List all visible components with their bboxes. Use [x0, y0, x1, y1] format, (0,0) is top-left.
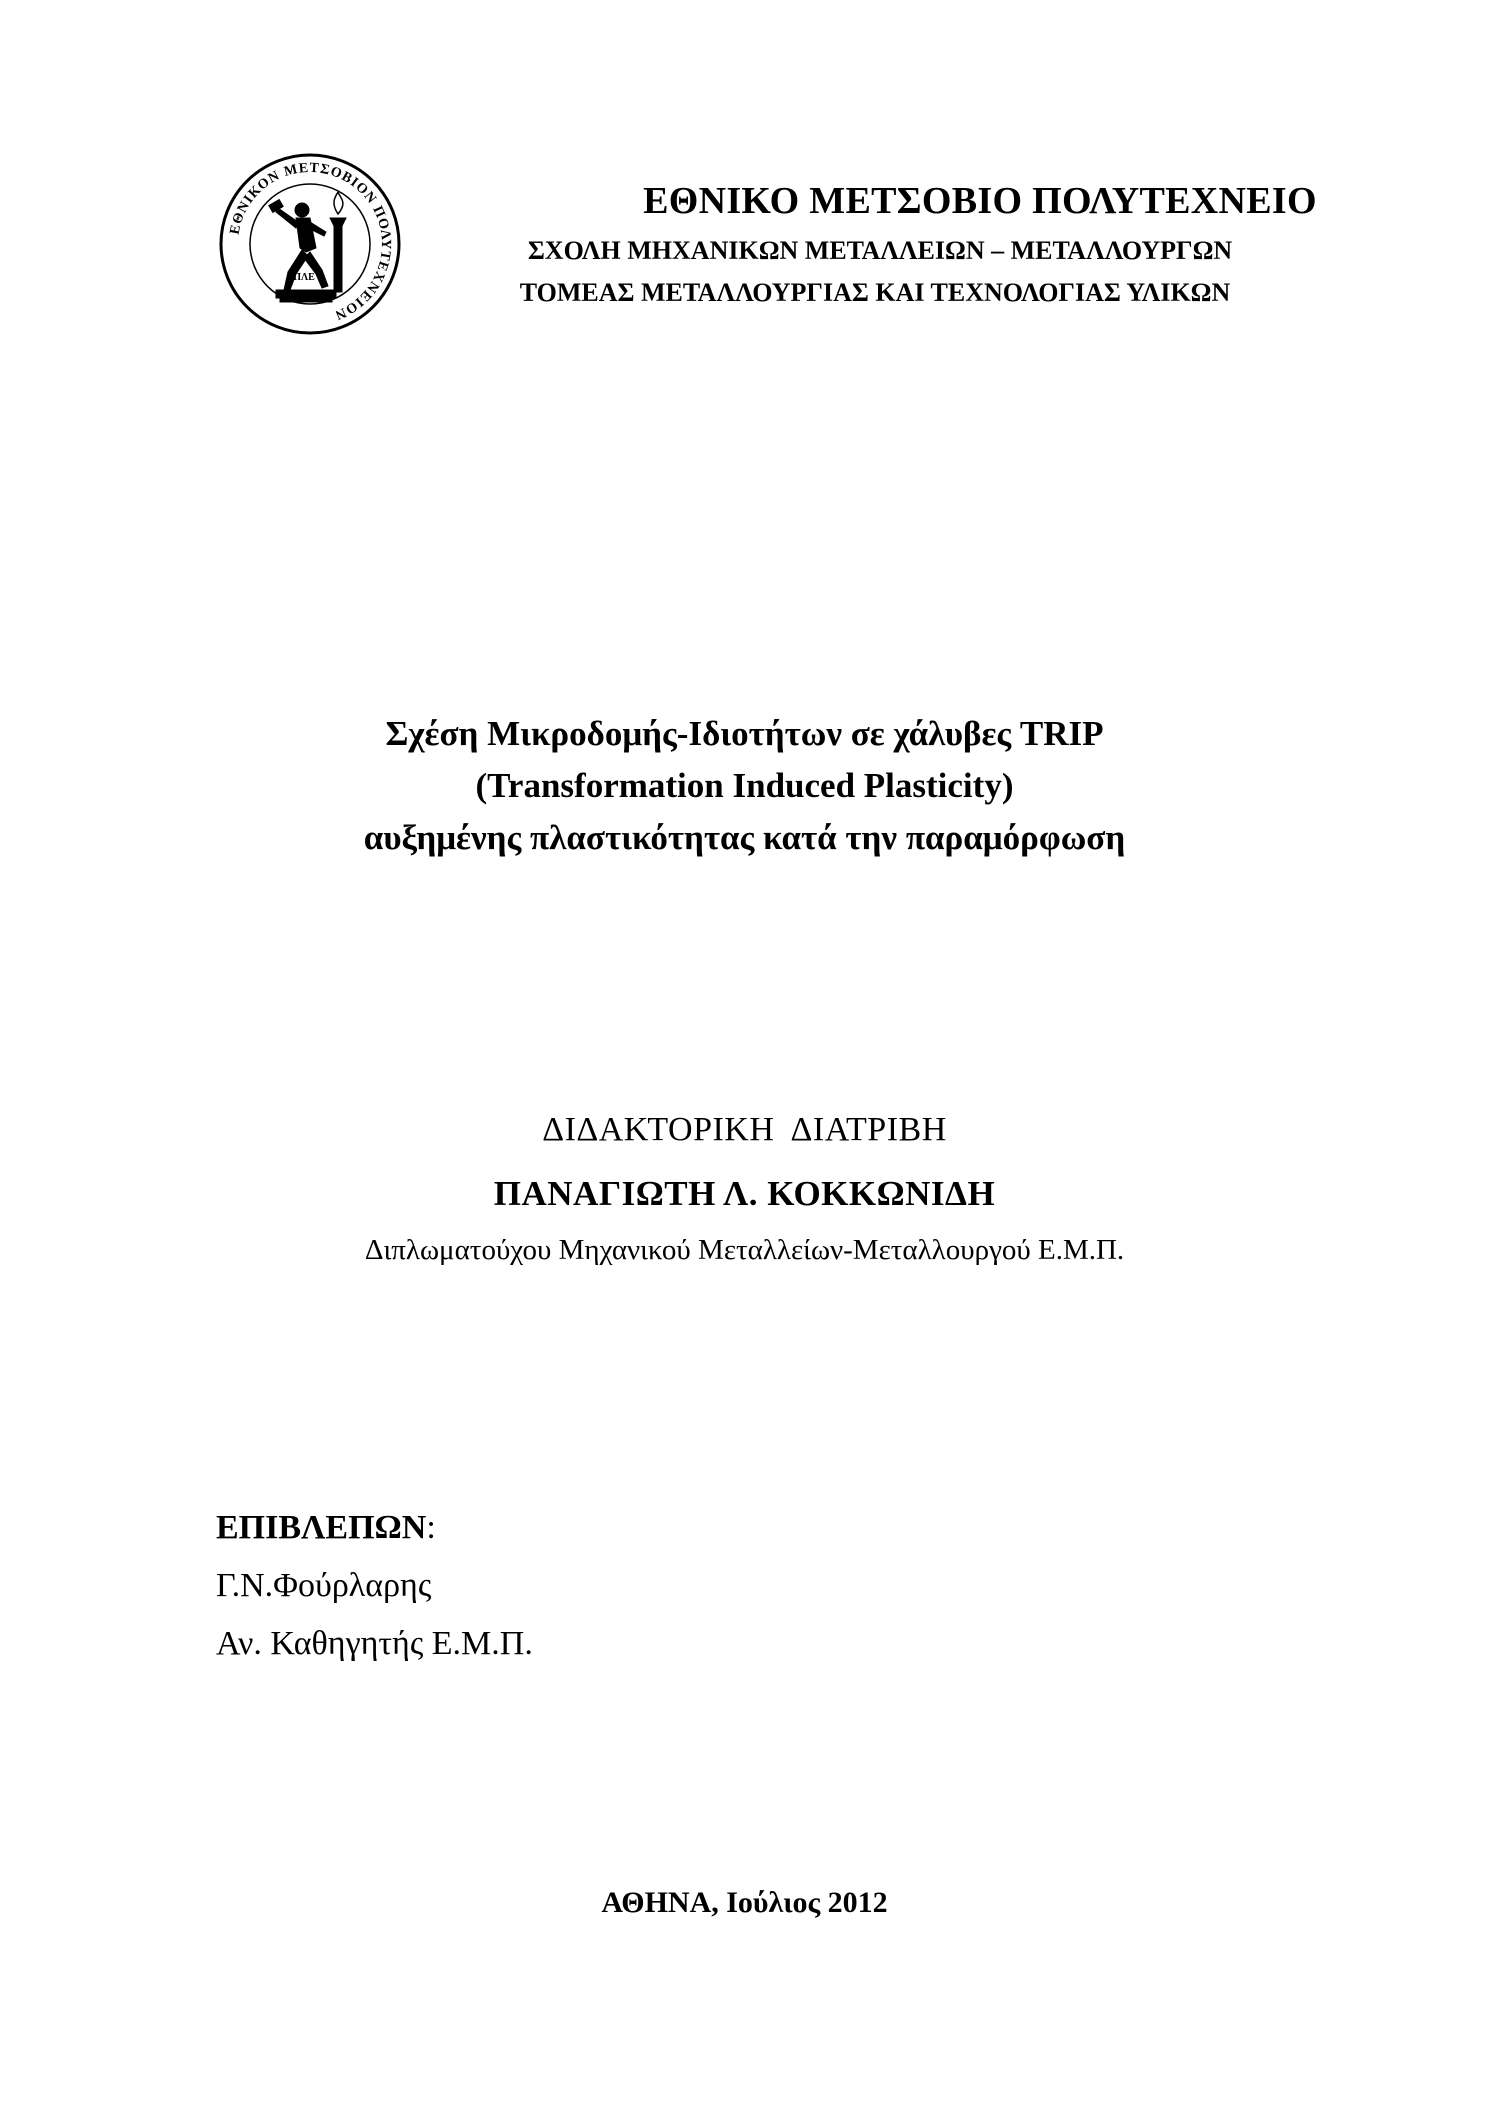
svg-text:ΑΠΛΕ: ΑΠΛΕ: [286, 272, 315, 283]
supervisor-heading: [216, 1509, 436, 1547]
supervisor-heading-label: ΕΠΙΒΛΕΠΩΝ: [216, 1509, 427, 1546]
supervisor-heading-colon: :: [426, 1509, 436, 1546]
thesis-title-line-1: Σχέση Μικροδομής-Ιδιοτήτων σε χάλυβες TRIP: [385, 714, 1104, 753]
document-type: [0, 1111, 1489, 1149]
thesis-title-line-2: (Transformation Induced Plasticity): [475, 766, 1014, 805]
supervisor-name: Γ.Ν.Φούρλαρης: [216, 1567, 432, 1604]
school-name: ΣΧΟΛΗ ΜΗΧΑΝΙΚΩΝ ΜΕΤΑΛΛΕΙΩΝ – ΜΕΤΑΛΛΟΥΡΓΩΝ: [527, 236, 1233, 265]
document-type-label: ΔΙΔΑΚΤΟΡΙΚΗ ΔΙΑΤΡΙΒΗ: [542, 1111, 947, 1148]
author-name: ΠΑΝΑΓΙΩΤΗ Λ. ΚΟΚΚΩΝΙΔΗ: [493, 1174, 996, 1213]
sector-name: ΤΟΜΕΑΣ ΜΕΤΑΛΛΟΥΡΓΙΑΣ ΚΑΙ ΤΕΧΝΟΛΟΓΙΑΣ ΥΛΙΚΩΝ: [519, 278, 1231, 307]
place-and-date: ΑΘΗΝΑ, Ιούλιος 2012: [601, 1886, 888, 1919]
seal-ring-text: ΕΘΝΙΚΟΝ ΜΕΤΣΟΒΙΟΝ ΠΟΛΥΤΕΧΝΕΙΟΝ: [227, 160, 394, 323]
university-seal-icon: [218, 152, 402, 336]
university-name: ΕΘΝΙΚΟ ΜΕΤΣΟΒΙΟ ΠΟΛΥΤΕΧΝΕΙΟ: [643, 180, 1317, 222]
supervisor-title: Αν. Καθηγητής Ε.Μ.Π.: [216, 1625, 533, 1662]
thesis-title-line-3: αυξημένης πλαστικότητας κατά την παραμόρφωση: [363, 818, 1126, 857]
author-degree: Διπλωματούχου Μηχανικού Μεταλλείων-Μεταλλουργού Ε.Μ.Π.: [364, 1234, 1125, 1266]
